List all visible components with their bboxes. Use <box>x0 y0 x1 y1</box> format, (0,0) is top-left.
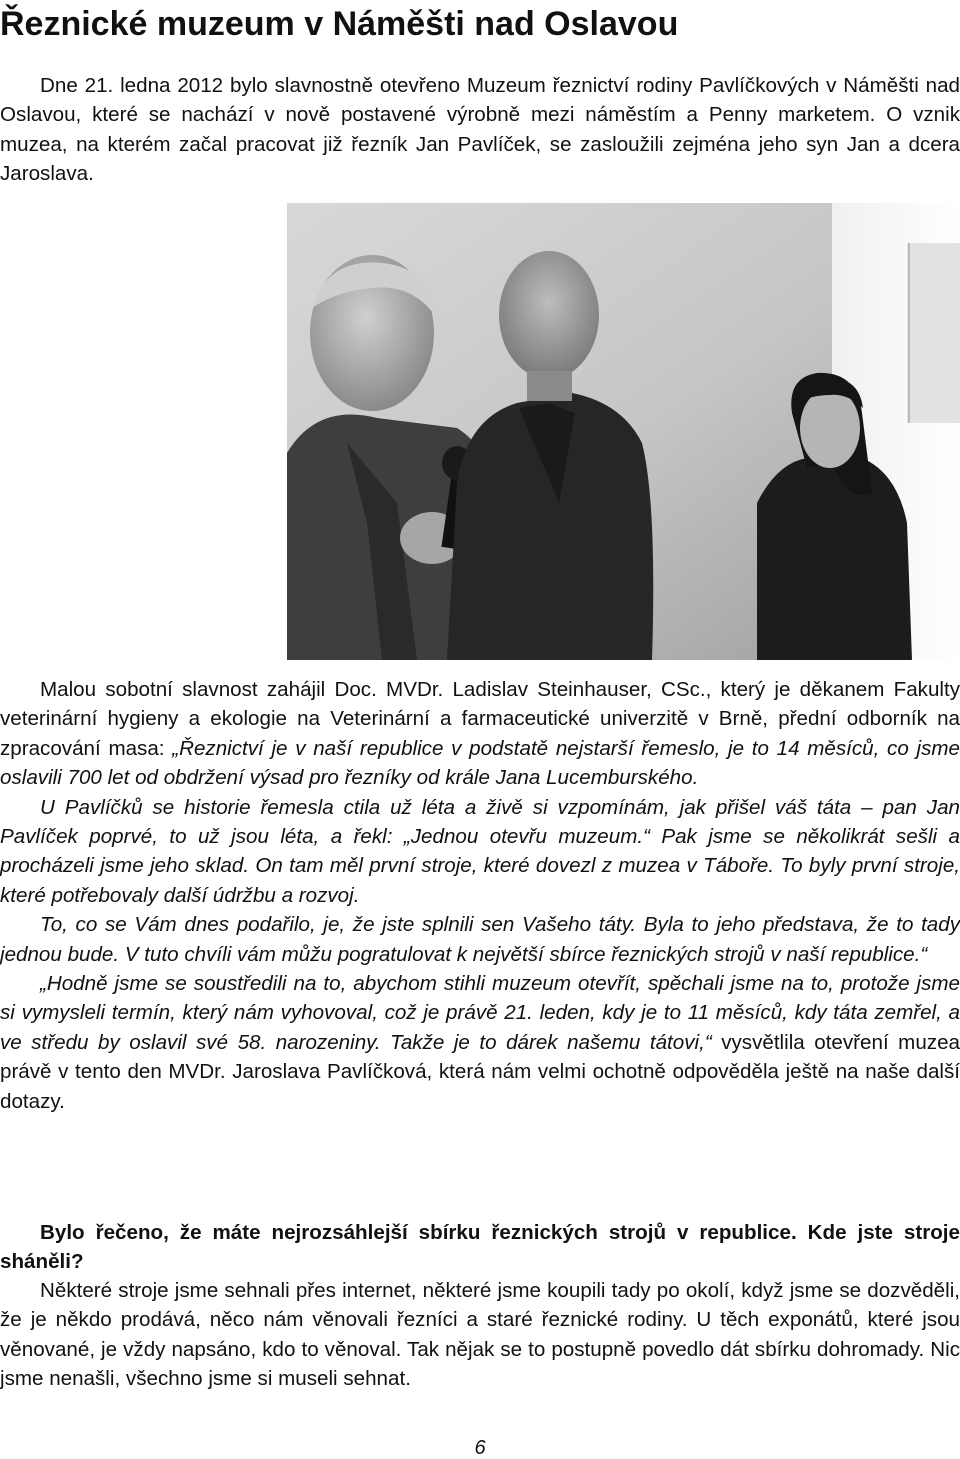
speech-quote: „Řeznictví je v naší republice v podstatě nejstarší řemeslo, je to 14 měsíců, co jsme oslavili 700 let od obdržení výsad pro řezníky od krále Jana Lucemburského. <box>0 736 960 790</box>
family-quote-attribution: vysvětlila otevření muzea právě v tento den MVDr. Jaroslava Pavlíčková, která nám velmi ochotně odpověděla ještě na naše další dotazy. <box>0 1030 960 1113</box>
intro-paragraph: Dne 21. ledna 2012 bylo slavnostně otevřeno Muzeum řeznictví rodiny Pavlíčkových v Náměšti nad Oslavou, které se nachází v nově postavené výrobně mezi náměstím a Penny marketem. O vznik muzea, na kterém začal pracovat již řezník Jan Pavlíček, se zasloužili zejména jeho syn Jan a dcera Jaroslava. <box>0 74 960 186</box>
speech-paragraph-4 <box>0 969 960 1116</box>
family-quote: „Hodně jsme se soustředili na to, abychom stihli muzeum otevřít, spěchali jsme na to, protože jsme si vymysleli termín, který nám vyhovoval, což je právě 21. leden, kdy je to 11 měsíců, kdy táta zemřel, a ve středu by oslavil své 58. narozeniny. Takže je to dárek našemu tátovi,“ <box>0 972 960 1054</box>
speech-paragraph-3: To, co se Vám dnes podařilo, je, že jste splnili sen Vašeho táty. Byla to jeho představa, že to tady jednou bude. V tuto chvíli vám můžu pogratulovat k největší sbírce řeznických strojů v naší republice.“ <box>0 913 960 966</box>
article-title: Řeznické muzeum v Náměšti nad Oslavou <box>0 5 679 43</box>
speech-paragraph-2: U Pavlíčků se historie řemesla ctila už léta a živě si vzpomínám, jak přišel váš táta – pan Jan Pavlíček poprvé, to už jsou léta, a řekl: „Jednou otevřu muzeum.“ Pak jsme se několikrát sešli a procházeli jsme jeho sklad. On tam měl první stroje, které dovezl z muzea v Táboře. To byly první stroje, které potřebovaly další údržbu a rozvoj. <box>0 795 960 907</box>
photo-opening-ceremony <box>287 203 960 660</box>
ceremony-speech-block <box>0 675 960 1116</box>
page-number: 6 <box>474 1437 486 1459</box>
interview-answer: Některé stroje jsme sehnali přes internet, některé jsme koupili tady po okolí, když jsme se dozvěděli, že je někdo prodává, něco nám věnovali řezníci a staré řeznické rodiny. U těch exponátů, které jsou věnované, je vždy napsáno, kdo to věnoval. Tak nějak se to postupně povedlo dát sbírku dohromady. Nic jsme nenašli, všechno jsme si museli sehnat. <box>0 1279 960 1391</box>
interview-question: Bylo řečeno, že máte nejrozsáhlejší sbírku řeznických strojů v republice. Kde jste stroje sháněli? <box>0 1221 960 1274</box>
speech-paragraph <box>0 675 960 793</box>
speech-lead: Malou sobotní slavnost zahájil Doc. MVDr. Ladislav Steinhauser, CSc., který je děkanem Fakulty veterinární hygieny a ekologie na Veterinární a farmaceutické univerzitě v Brně, přední odborník na zpracování masa: <box>0 678 960 760</box>
